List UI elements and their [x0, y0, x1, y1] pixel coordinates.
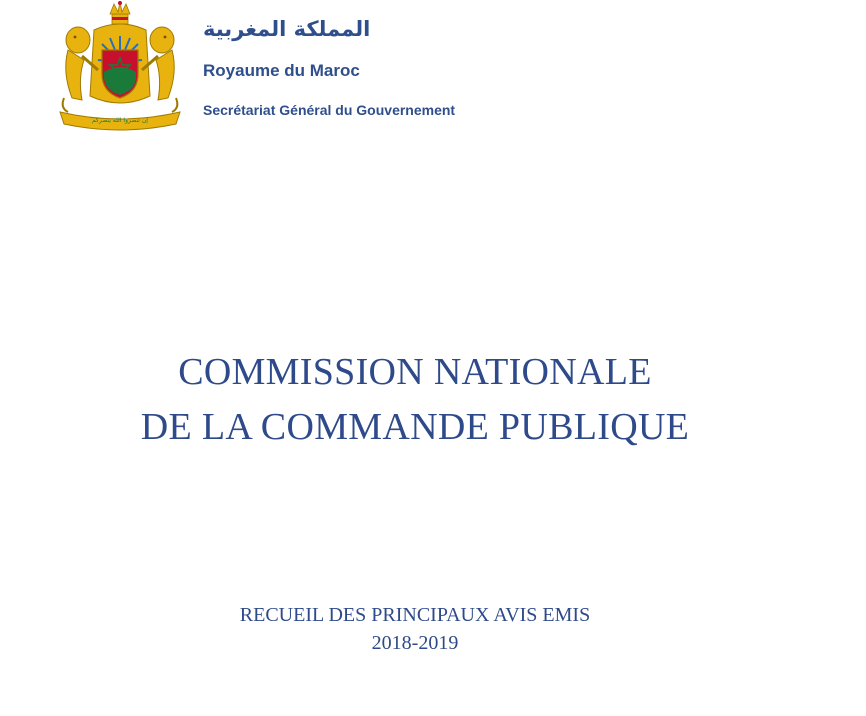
title-line-1: COMMISSION NATIONALE: [178, 351, 652, 393]
emblem-motto: إن تنصروا الله ينصركم: [92, 117, 148, 124]
kingdom-name-french: Royaume du Maroc: [203, 61, 360, 80]
subtitle-line-1: RECUEIL DES PRINCIPAUX AVIS EMIS: [239, 604, 591, 626]
coat-of-arms-icon: [54, 0, 186, 134]
header-text: [203, 14, 563, 118]
document-title: [0, 345, 830, 455]
title-line-2: DE LA COMMANDE PUBLIQUE: [140, 406, 690, 448]
crown-icon: [110, 1, 130, 24]
kingdom-name-arabic: المملكة المغربية: [203, 17, 371, 41]
document-subtitle: [0, 601, 830, 657]
secretariat-name: Secrétariat Général du Gouvernement: [203, 102, 456, 118]
subtitle-years: 2018-2019: [371, 632, 459, 654]
